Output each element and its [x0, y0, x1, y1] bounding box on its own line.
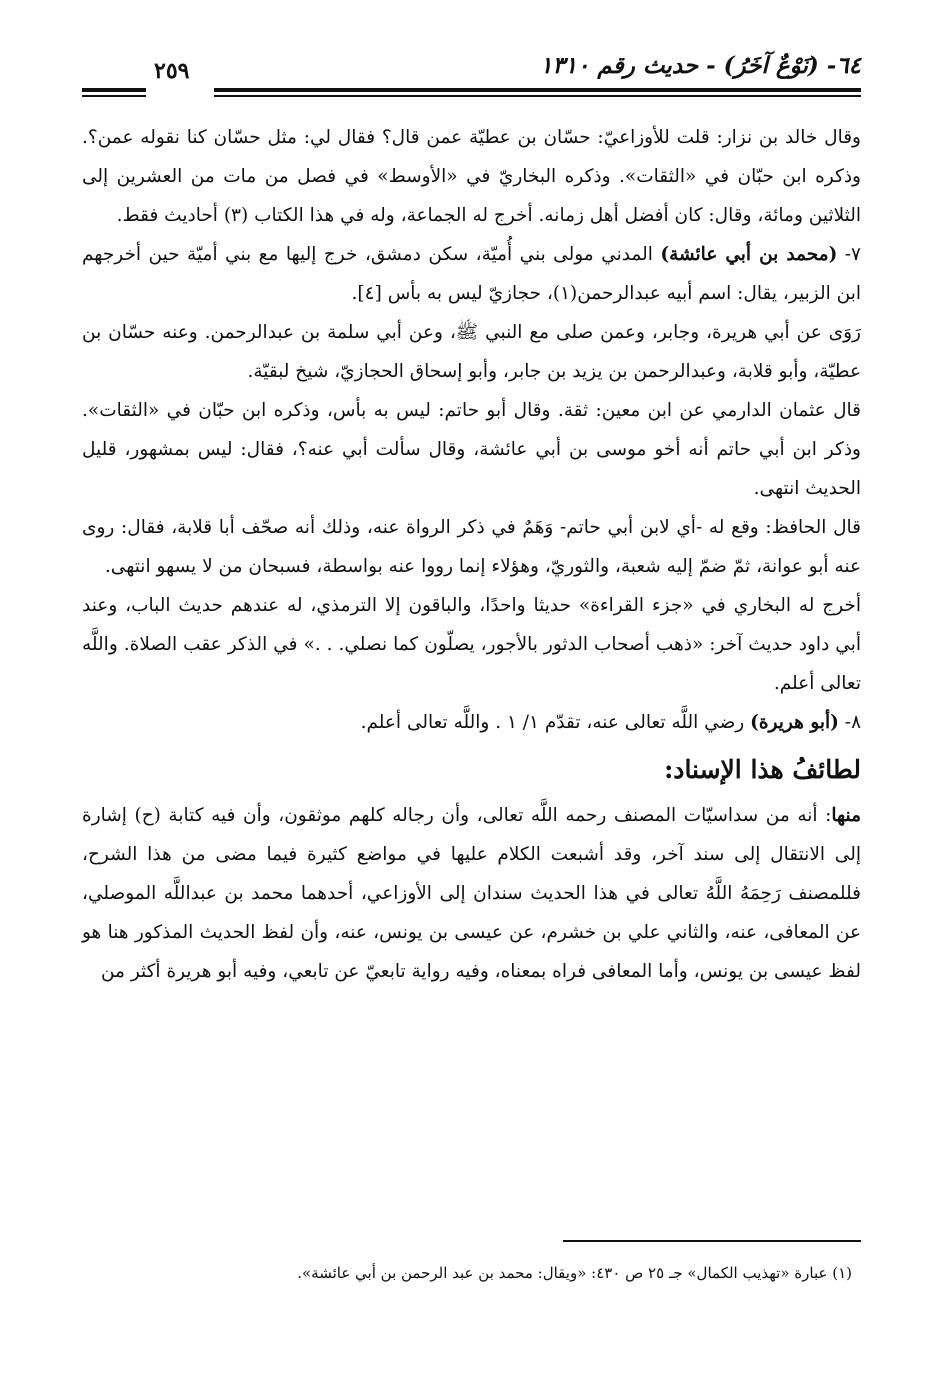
- narrator-bio: رضي اللَّه تعالى عنه، تقدّم ١/ ١ . واللَّه تعالى أعلم.: [360, 712, 751, 733]
- header-rule-thin: [214, 95, 861, 97]
- paragraph-khalid: وقال خالد بن نزار: قلت للأوزاعيّ: حسّان بن عطيّة عمن قال؟ فقال لي: مثل حسّان كنا نقوله عمن؟. وذكره ابن حبّان في «الثقات». وذكره البخاريّ في «الأوسط» في فصل من مات من العشرين إلى الثلاثين ومائة، وقال: كان أفضل أهل زمانه. أخرج له الجماعة، وله في هذا الكتاب (٣) أحاديث فقط.: [82, 127, 861, 226]
- footnote: (١) عبارة «تهذيب الكمال» جـ ٢٥ ص ٤٣٠: «ويقال: محمد بن عبد الرحمن بن أبي عائشة».: [297, 1264, 852, 1282]
- running-title: ٦٤- (نَوْعٌ آخَرُ) - حديث رقم ١٣١٠: [539, 52, 861, 79]
- narrator-name: (محمد بن أبي عائشة): [660, 244, 838, 265]
- paragraph-bukhari: أخرج له البخاري في «جزء القراءة» حديثا واحدًا، والباقون إلا الترمذي، له عندهم حديث الباب، وعند أبي داود حديث آخر: «ذهب أصحاب الدثور بالأجور، يصلّون كما نصلي. . .» في الذكر عقب الصلاة. واللَّه تعالى أعلم.: [82, 595, 861, 694]
- page-number: ٢٥٩: [154, 58, 190, 84]
- narrator-number: ٧-: [837, 244, 861, 265]
- paragraph-darimi: قال عثمان الدارمي عن ابن معين: ثقة. وقال أبو حاتم: ليس به بأس، وذكره ابن حبّان في «الثقات». وذكر ابن أبي حاتم أنه أخو موسى بن أبي عائشة، وقال سألت أبي عنه؟، فقال: ليس بمشهور، قليل الحديث انتهى.: [82, 400, 861, 499]
- paragraph-hafiz: قال الحافظ: وقع له -أي لابن أبي حاتم- وَهَمٌ في ذكر الرواة عنه، وذلك أنه صحّف أبا قلابة، فقال: روى عنه أبو عوانة، ثمّ ضمّ إليه شعبة، والثوريّ، وهؤلاء إنما رووا عنه بواسطة، فسبحان من لا يسهو انتهى.: [82, 517, 861, 577]
- page-header: [82, 50, 861, 106]
- paragraph-narrations: رَوَى عن أبي هريرة، وجابر، وعمن صلى مع النبي ﷺ، وعن أبي سلمة بن عبدالرحمن. وعنه حسّان بن عطيّة، وأبو قلابة، وعبدالرحمن بن يزيد بن جابر، وأبو إسحاق الحجازيّ، شيخ لبقيّة.: [82, 322, 861, 382]
- section-heading: لطائفُ هذا الإسناد:: [664, 755, 861, 784]
- paragraph-subtleties: [82, 796, 861, 991]
- header-rule-thick: [214, 88, 861, 92]
- main-text: [82, 118, 861, 991]
- header-rule-left-thick: [82, 88, 146, 92]
- narrator-name: (أبو هريرة): [750, 712, 839, 733]
- paragraph-narrator-7: [82, 235, 861, 313]
- subtleties-text: : أنه من سداسيّات المصنف رحمه اللَّه تعالى، وأن رجاله كلهم موثقون، وأن فيه كتابة (ح) إشارة إلى الانتقال إلى سند آخر، وقد أشبعت الكلام عليها في مواضع كثيرة فيما مضى من هذا الشرح، فللمصنف رَحِمَهُ اللَّهُ تعالى في هذا الحديث سندان إلى الأوزاعي، أحدهما محمد بن عبداللَّه الموصلي، عن المعافى، عنه، والثاني علي بن خشرم، عن عيسى بن يونس، عنه، وأن لفظ الحديث المذكور هنا هو لفظ عيسى بن يونس، وأما المعافى فراه بمعناه، وفيه رواية تابعيّ عن تابعي، وفيه أبو هريرة أكثر من: [82, 805, 861, 982]
- lead-word: منها: [831, 805, 861, 826]
- narrator-number: ٨-: [838, 712, 861, 733]
- paragraph-narrator-8: [82, 703, 861, 742]
- footnote-separator: [563, 1240, 861, 1242]
- narrator-bio: المدني مولى بني أُميّة، سكن دمشق، خرج إليها مع بني أميّة حين أخرجهم ابن الزبير، يقال: اسم أبيه عبدالرحمن(١)، حجازيّ ليس به بأس [٤].: [82, 244, 861, 304]
- header-rule-left-thin: [82, 95, 146, 97]
